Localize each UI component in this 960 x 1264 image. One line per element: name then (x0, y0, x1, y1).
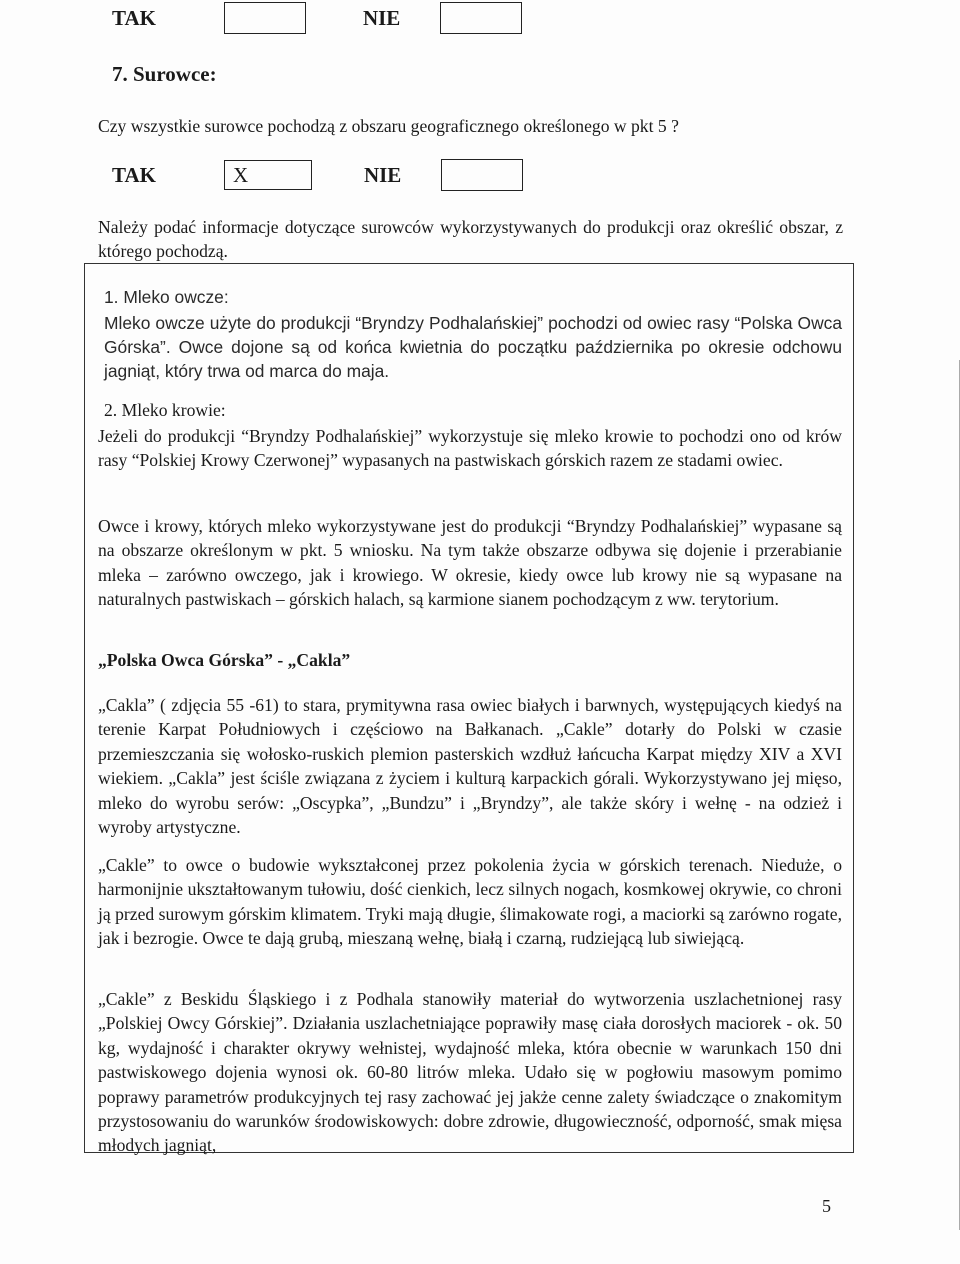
answer-no-checkbox[interactable] (441, 159, 523, 191)
page-number: 5 (822, 1196, 831, 1216)
top-no-label: NIE (362, 5, 401, 30)
grazing-paragraph: Owce i krowy, których mleko wykorzystywane jest do produkcji “Bryndzy Podhalańskiej” wypasane są na obszarze określonym w pkt. 5 wniosku. Na tym także obszarze odbywa się dojenie i przerabianie mleka – zarówno owczego, jak i krowiego. W okresie, kiedy owce lub krowy nie są wypasane na naturalnych pastwiskach – górskich halach, są karmione sianem pochodzącym z ww. terytorium. (98, 516, 842, 610)
milk-sheep-title: 1. Mleko owcze: (104, 287, 229, 307)
breed-heading: „Polska Owca Górska” - „Cakla” (98, 650, 351, 670)
instruction-text: Należy podać informacje dotyczące surowców wykorzystywanych do produkcji oraz określić obszar, z którego pochodzą. (98, 217, 843, 262)
cakla-breeding-paragraph: „Cakle” z Beskidu Śląskiego i z Podhala stanowiły materiał do wytworzenia uszlachetnionej rasy „Polskiej Owcy Górskiej”. Działania uszlachetniające poprawiły masę ciała dorosłych maciorek - ok. 50 kg, wydajność i charakter okrywy wełnistej, wydajność mleka, która obecnie w warunkach 150 dni pastwiskowego dojenia wynosi ok. 60-80 litrów mleka. Udało się w pogłowiu masowym pomimo poprawy parametrów produkcyjnych tej rasy zachować jej jakże cenne zalety świadczące o znakomitym przystosowaniu do warunków środowiskowych: dobre zdrowie, długowieczność, odporność, smak mięsa młodych jagniąt, (98, 989, 842, 1156)
milk-cow-title: 2. Mleko krowie: (104, 400, 226, 420)
cakla-build-paragraph: „Cakle” to owce o budowie wykształconej przez pokolenia życia w górskich terenach. Nieduże, o harmonijnie ukształtowanym tułowiu, dość cienkich, lecz silnych nogach, kosmkowej okrywie, co chroni ją przed surowym górskim klimatem. Tryki mają długie, ślimakowate rogi, a maciorki są zarówno rogate, jak i bezrogie. Owce te dają grubą, mieszaną wełnę, białą i czarną, rudziejącą lub siwiejącą. (98, 855, 842, 949)
answer-choice-row (112, 159, 523, 191)
answer-no-label: NIE (363, 162, 402, 187)
question-text: Czy wszystkie surowce pochodzą z obszaru geograficznego określonego w pkt 5 ? (98, 116, 679, 136)
milk-sheep-text: Mleko owcze użyte do produkcji “Bryndzy Podhalańskiej” pochodzi od owiec rasy “Polska Owca Górska”. Owce dojone są od końca kwietnia do początku października po okresie odchowu jagniąt, który trwa od marca do maja. (104, 313, 842, 381)
top-yes-label: TAK (112, 5, 156, 30)
section-heading: 7. Surowce: (112, 62, 217, 86)
top-choice-row (112, 2, 522, 34)
answer-yes-checkbox[interactable]: X (224, 160, 312, 190)
cakla-history-paragraph: „Cakla” ( zdjęcia 55 -61) to stara, prymitywna rasa owiec białych i barwnych, występujących kiedyś na terenie Karpat Południowych i częściowo na Bałkanach. „Cakle” dotarły do Polski w czasie przemieszczania się wołosko-ruskich plemion pasterskich wzdłuż łańcucha Karpat między XIV a XVI wiekiem. „Cakla” jest ściśle związana z życiem i kulturą karpackich górali. Wykorzystywano jej mięso, mleko do wyrobu serów: „Oscypka”, „Bundzu” i „Bryndzy”, ale także skóry i wełnę - na odzież i wyroby artystyczne. (98, 695, 842, 838)
milk-cow-text: Jeżeli do produkcji “Bryndzy Podhalańskiej” wykorzystuje się mleko krowie to pochodzi ono od krów rasy “Polskiej Krowy Czerwonej” wypasanych na pastwiskach górskich razem ze stadami owiec. (98, 426, 842, 471)
top-yes-checkbox[interactable] (224, 2, 306, 34)
top-no-checkbox[interactable] (440, 2, 522, 34)
answer-yes-label: TAK (112, 162, 156, 187)
